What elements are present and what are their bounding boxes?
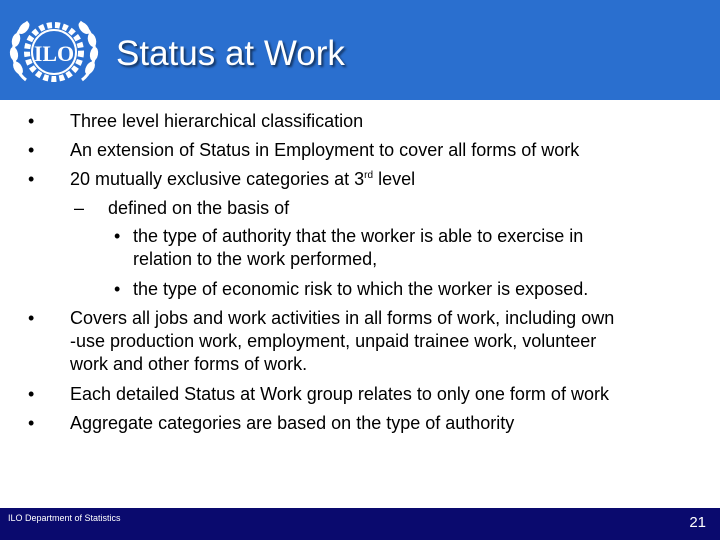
bullet-marker: • (114, 226, 121, 246)
list-item-text-part: level (373, 169, 416, 189)
bullet-marker: • (28, 413, 35, 433)
slide-footer (0, 508, 720, 540)
bullet-marker: • (114, 279, 121, 299)
list-item-text-part: 20 mutually exclusive categories at 3 (70, 169, 365, 189)
list-item-text: the type of economic risk to which the worker is exposed. (133, 279, 589, 299)
list-item-text: defined on the basis of (108, 198, 290, 218)
dash-marker: – (74, 198, 85, 218)
slide-header (0, 0, 720, 100)
list-item-text: Each detailed Status at Work group relates to only one form of work (70, 384, 609, 404)
list-item-text: the type of authority that the worker is able to exercise in (133, 226, 584, 246)
bullet-marker: • (28, 111, 35, 131)
superscript: rd (364, 170, 374, 181)
list-item-text: Aggregate categories are based on the type of authority (70, 413, 515, 433)
list-item-text: relation to the work performed, (133, 249, 378, 269)
bullet-marker: • (28, 308, 35, 328)
list-item-text (70, 168, 415, 191)
bullet-marker: • (28, 384, 35, 404)
list-item-text: -use production work, employment, unpaid trainee work, volunteer (70, 331, 597, 351)
footer-department: ILO Department of Statistics (8, 513, 121, 523)
list-item-text: work and other forms of work. (70, 354, 308, 374)
list-item-text: An extension of Status in Employment to cover all forms of work (70, 140, 580, 160)
bullet-marker: • (28, 169, 35, 189)
slide-title: Status at Work (116, 34, 345, 73)
ilo-emblem-icon (6, 10, 102, 94)
bullet-marker: • (28, 140, 35, 160)
logo-text: ILO (33, 41, 75, 66)
slide-number: 21 (689, 514, 706, 531)
list-item-text: Three level hierarchical classification (70, 111, 364, 131)
list-item-text: Covers all jobs and work activities in all forms of work, including own (70, 308, 615, 328)
